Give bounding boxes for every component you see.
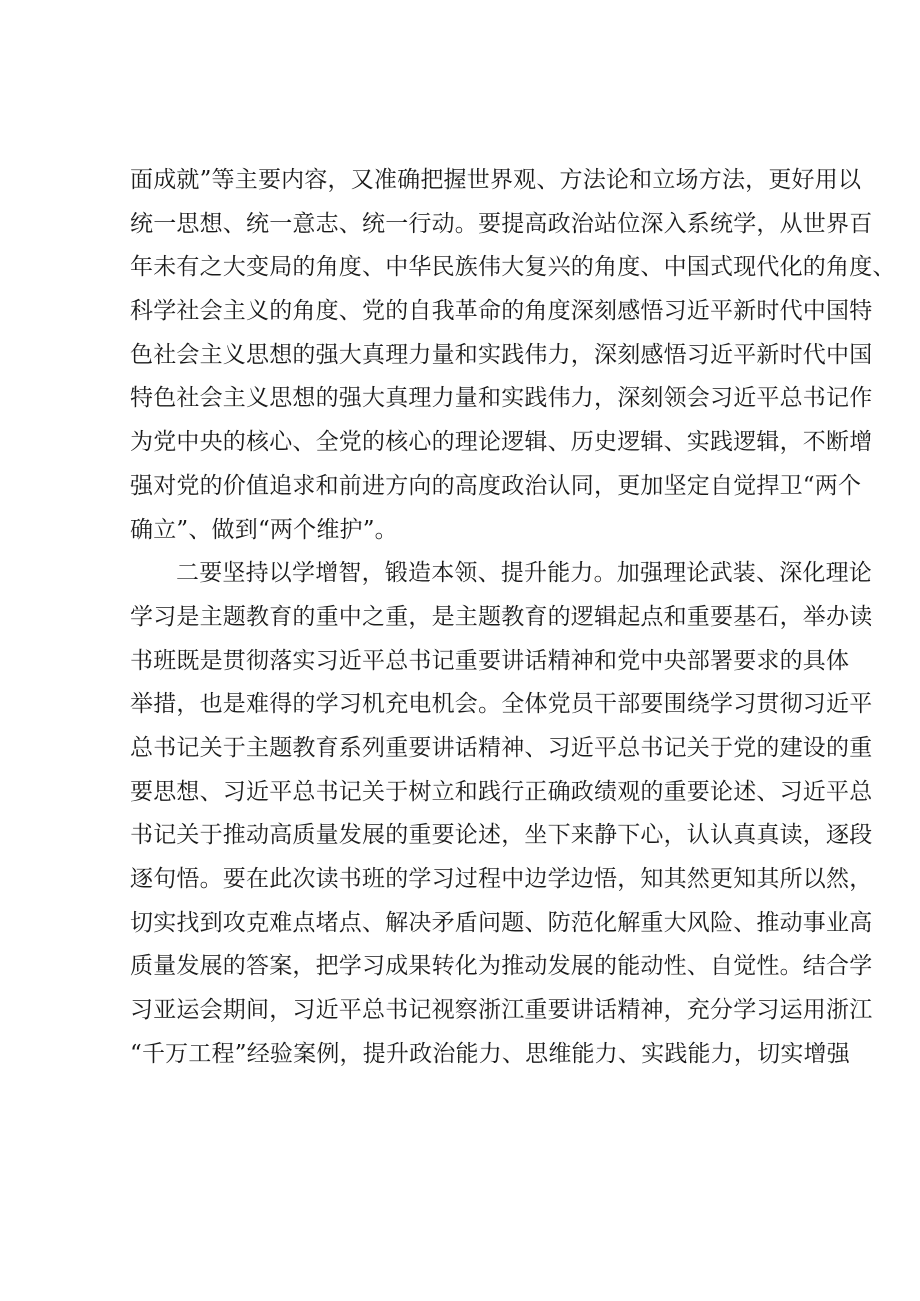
text-line: 总书记关于主题教育系列重要讲话精神、习近平总书记关于党的建设的重 — [130, 734, 873, 761]
text-line: 习亚运会期间，习近平总书记视察浙江重要讲话精神，充分学习运用浙江 — [130, 997, 873, 1024]
text-line: 要思想、习近平总书记关于树立和践行正确政绩观的重要论述、习近平总 — [130, 778, 873, 805]
text-line: 逐句悟。要在此次读书班的学习过程中边学边悟，知其然更知其所以然， — [130, 866, 873, 892]
text-line: 科学社会主义的角度、党的自我革命的角度深刻感悟习近平新时代中国特 — [130, 298, 873, 325]
text-line: 统一思想、统一意志、统一行动。要提高政治站位深入系统学，从世界百 — [130, 210, 873, 237]
text-line: 面成就”等主要内容，又准确把握世界观、方法论和立场方法，更好用以 — [130, 167, 862, 193]
text-line: 色社会主义思想的强大真理力量和实践伟力，深刻感悟习近平新时代中国 — [130, 341, 873, 368]
paragraph-2 — [130, 552, 873, 1076]
text-line: 为党中央的核心、全党的核心的理论逻辑、历史逻辑、实践逻辑，不断增 — [130, 429, 873, 456]
text-line: “千万工程”经验案例，提升政治能力、思维能力、实践能力，切实增强 — [130, 1040, 850, 1067]
text-line: 二要坚持以学增智，锻造本领、提升能力。加强理论武装、深化理论 — [176, 560, 872, 587]
text-line: 举措，也是难得的学习机充电机会。全体党员干部要围绕学习贯彻习近平 — [130, 691, 873, 718]
text-line: 切实找到攻克难点堵点、解决矛盾问题、防范化解重大风险、推动事业高 — [130, 909, 873, 936]
text-line: 强对党的价值追求和前进方向的高度政治认同，更加坚定自觉捍卫“两个 — [130, 472, 862, 499]
text-line: 年未有之大变局的角度、中华民族伟大复兴的角度、中国式现代化的角度、 — [130, 254, 896, 281]
text-line: 书班既是贯彻落实习近平总书记重要讲话精神和党中央部署要求的具体 — [130, 647, 850, 674]
text-line: 确立”、做到“两个维护”。 — [130, 516, 398, 543]
document-body — [130, 159, 896, 1076]
text-line: 学习是主题教育的重中之重，是主题教育的逻辑起点和重要基石，举办读 — [130, 603, 873, 630]
text-line: 书记关于推动高质量发展的重要论述，坐下来静下心，认认真真读，逐段 — [130, 822, 873, 849]
paragraph-1 — [130, 159, 896, 552]
text-line: 特色社会主义思想的强大真理力量和实践伟力，深刻领会习近平总书记作 — [130, 385, 873, 412]
text-line: 质量发展的答案，把学习成果转化为推动发展的能动性、自觉性。结合学 — [130, 953, 873, 980]
